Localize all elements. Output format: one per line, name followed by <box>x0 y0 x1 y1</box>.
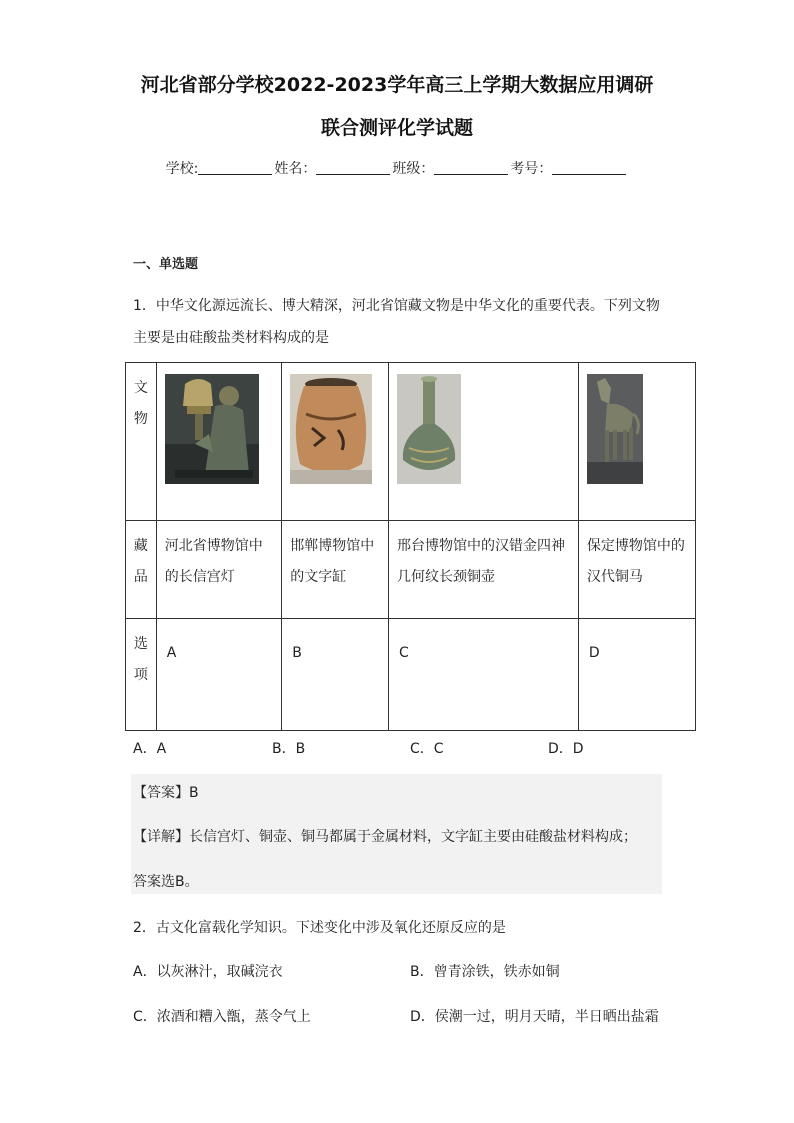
class-blank <box>434 160 508 175</box>
collection-cell-b: 邯郸博物馆中 的文字缸 <box>282 521 389 619</box>
relic-image-cell <box>578 363 695 521</box>
q2-choice-d: D．侯潮一过，明月天晴，半日晒出盐霜 <box>410 1009 659 1025</box>
collection-cell-c: 邢台博物馆中的汉错金四神 几何纹长颈铜壶 <box>389 521 579 619</box>
relic-image-cell <box>156 363 282 521</box>
lamp-figure-image <box>165 374 259 484</box>
table-row <box>126 521 696 619</box>
q2-choice-a: A．以灰淋汁，取碱浣衣 <box>133 964 283 980</box>
student-info-line <box>0 158 794 178</box>
option-cell-c: C <box>389 619 579 731</box>
q1-answer: 【答案】B <box>133 785 199 801</box>
id-label: 考号： <box>510 161 553 177</box>
bronze-horse-image <box>587 374 643 484</box>
relic-image-cell <box>282 363 389 521</box>
q1-answer-box <box>131 774 662 894</box>
q1-stem-line1: 1．中华文化源远流长、博大精深，河北省馆藏文物是中华文化的重要代表。下列文物 <box>133 298 660 314</box>
collection-cell-a: 河北省博物馆中 的长信宫灯 <box>156 521 282 619</box>
section-title: 一、单选题 <box>133 257 199 272</box>
name-blank <box>316 160 390 175</box>
q2-choice-b: B．曾青涂铁，铁赤如铜 <box>410 964 560 980</box>
row-label-relic: 文 物 <box>126 363 157 521</box>
table-row <box>126 363 696 521</box>
q1-choice-a: A．A <box>133 741 167 757</box>
option-cell-a: A <box>156 619 282 731</box>
relics-table <box>125 362 696 731</box>
q1-choice-d: D．D <box>548 741 584 757</box>
document-title-line1: 河北省部分学校2022-2023学年高三上学期大数据应用调研 <box>140 74 654 96</box>
document-title-line2: 联合测评化学试题 <box>320 117 473 139</box>
q1-conclusion: 答案选B。 <box>133 874 199 890</box>
row-label-collection: 藏 品 <box>126 521 157 619</box>
name-label: 姓名： <box>274 161 317 177</box>
id-blank <box>552 160 626 175</box>
school-blank <box>198 160 272 175</box>
q1-stem-line2: 主要是由硅酸盐类材料构成的是 <box>133 330 329 346</box>
relic-image-cell <box>389 363 579 521</box>
option-cell-d: D <box>578 619 695 731</box>
row-label-option: 选 项 <box>126 619 157 731</box>
jar-image <box>290 374 372 484</box>
bronze-vase-image <box>397 374 461 484</box>
q1-detail: 【详解】长信宫灯、铜壶、铜马都属于金属材料，文字缸主要由硅酸盐材料构成； <box>133 829 637 845</box>
q2-choice-c: C．浓酒和糟入甑，蒸令气上 <box>133 1009 311 1025</box>
q2-stem: 2．古文化富载化学知识。下述变化中涉及氧化还原反应的是 <box>133 920 506 936</box>
q1-choice-c: C．C <box>410 741 444 757</box>
option-cell-b: B <box>282 619 389 731</box>
collection-cell-d: 保定博物馆中的 汉代铜马 <box>578 521 695 619</box>
class-label: 班级： <box>392 161 435 177</box>
school-label: 学校: <box>165 161 199 177</box>
q1-choice-b: B．B <box>272 741 306 757</box>
table-row <box>126 619 696 731</box>
